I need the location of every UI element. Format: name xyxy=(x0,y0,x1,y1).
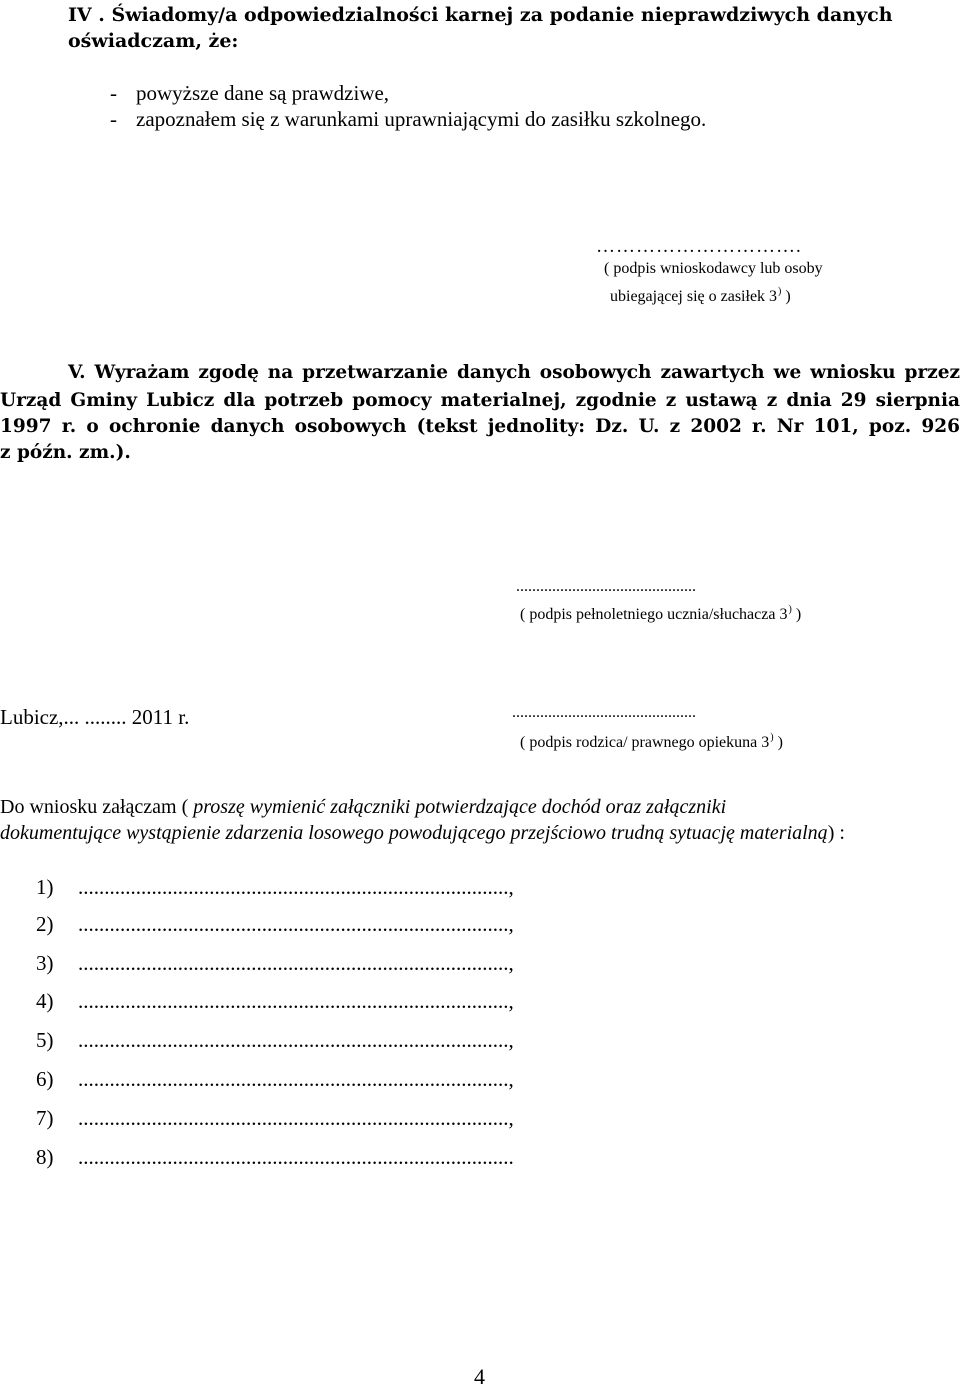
declaration-item-1 xyxy=(110,80,389,106)
attachment-blank: .................................................................................., xyxy=(78,951,514,975)
applicant-signature-line: …………………………. xyxy=(596,236,802,257)
applicant-signature-label-2 xyxy=(610,286,791,310)
label-text: ( podpis rodzica/ prawnego opiekuna 3 xyxy=(520,734,770,751)
attachment-number: 5) xyxy=(36,1028,54,1052)
student-signature-line: ............................................. xyxy=(516,578,696,595)
footnote-ref: ) xyxy=(778,286,782,297)
place-date: Lubicz,... ........ 2011 r. xyxy=(0,705,190,729)
attachment-blank: ................................................................................... xyxy=(78,1145,514,1169)
attachment-item-6 xyxy=(36,1066,514,1092)
attachments-instruction: proszę wymienić załączniki potwierdzające dochód oraz załączniki xyxy=(193,796,727,818)
parent-signature-label xyxy=(520,732,783,756)
student-signature-label xyxy=(520,604,801,628)
attachment-blank: .................................................................................., xyxy=(78,989,514,1013)
label-close: ) xyxy=(795,606,802,623)
attachment-item-1 xyxy=(36,874,514,900)
attachments-intro: Do wniosku załączam ( xyxy=(0,796,194,818)
dash: - xyxy=(110,81,117,105)
attachment-number: 3) xyxy=(36,951,54,975)
attachment-item-4 xyxy=(36,988,514,1014)
consent-line-4: z późn. zm.). xyxy=(0,442,131,463)
consent-line-3: 1997 r. o ochronie danych osobowych (tekst jednolity: Dz. U. z 2002 r. Nr 101, poz. 926 xyxy=(0,416,960,437)
consent-line-2: Urząd Gminy Lubicz dla potrzeb pomocy materialnej, zgodnie z ustawą z dnia 29 sierpnia xyxy=(0,390,960,411)
page-number: 4 xyxy=(474,1364,485,1389)
label-text: ( podpis pełnoletniego ucznia/słuchacza 3 xyxy=(520,606,788,623)
attachments-intro-line-2 xyxy=(0,822,845,845)
attachment-number: 4) xyxy=(36,989,54,1013)
attachment-item-7 xyxy=(36,1105,514,1131)
consent-line-1: V. Wyrażam zgodę na przetwarzanie danych osobowych zawartych we wniosku przez xyxy=(68,362,960,383)
declaration-item-text: zapoznałem się z warunkami uprawniającymi do zasiłku szkolnego. xyxy=(136,107,707,131)
attachment-blank: .................................................................................., xyxy=(78,1106,514,1130)
attachments-intro-end: ) : xyxy=(827,822,845,844)
attachment-number: 8) xyxy=(36,1145,54,1169)
footnote-ref: ) xyxy=(770,732,774,743)
attachment-number: 1) xyxy=(36,875,54,899)
attachment-item-8 xyxy=(36,1144,514,1170)
footnote-ref: ) xyxy=(788,604,792,615)
declaration-item-2 xyxy=(110,106,706,132)
attachment-blank: .................................................................................., xyxy=(78,912,514,936)
declaration-item-text: powyższe dane są prawdziwe, xyxy=(136,81,390,105)
attachment-number: 7) xyxy=(36,1106,54,1130)
label-text: ubiegającej się o zasiłek 3 xyxy=(610,288,778,305)
label-close: ) xyxy=(785,288,791,305)
applicant-signature-label-1: ( podpis wnioskodawcy lub osoby xyxy=(604,260,823,277)
attachments-instruction-cont: dokumentujące wystąpienie zdarzenia losowego powodującego przejściowo trudną sytuację materialną xyxy=(0,822,828,844)
parent-signature-line: .............................................. xyxy=(512,704,696,721)
attachment-item-5 xyxy=(36,1027,514,1053)
attachments-intro-line-1 xyxy=(0,796,726,819)
section-iv-title: IV . Świadomy/a odpowiedzialności karnej za podanie nieprawdziwych danych oświadczam, że: xyxy=(68,4,893,52)
label-close: ) xyxy=(777,734,783,751)
attachment-item-2 xyxy=(36,911,514,937)
attachment-blank: .................................................................................., xyxy=(78,1028,514,1052)
attachment-number: 6) xyxy=(36,1067,54,1091)
attachment-blank: .................................................................................., xyxy=(78,1067,514,1091)
attachment-number: 2) xyxy=(36,912,54,936)
attachment-blank: .................................................................................., xyxy=(78,875,514,899)
dash: - xyxy=(110,107,117,131)
attachment-item-3 xyxy=(36,950,514,976)
